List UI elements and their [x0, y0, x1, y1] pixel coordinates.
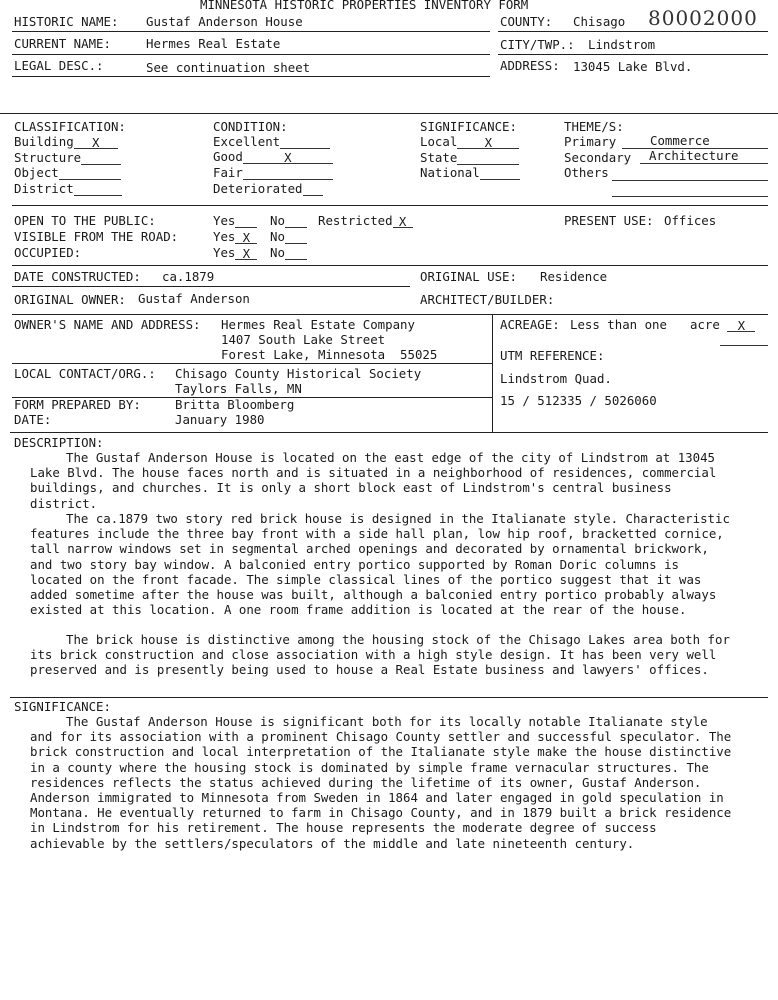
- condition-good: Good X: [213, 150, 333, 164]
- condition-excellent: Excellent: [213, 135, 330, 149]
- local-contact-label: LOCAL CONTACT/ORG.:: [14, 366, 156, 381]
- condition-label: CONDITION:: [213, 119, 288, 134]
- owner-line-2: 1407 South Lake Street: [221, 332, 386, 347]
- acreage-unit: acre X: [690, 318, 755, 332]
- original-owner-value: Gustaf Anderson: [138, 291, 250, 306]
- theme-primary-value: Commerce: [650, 133, 710, 148]
- open-to-public-restricted: Restricted X: [318, 214, 413, 228]
- visible-from-road-no: No: [270, 230, 307, 244]
- historic-name-label: HISTORIC NAME:: [14, 14, 119, 29]
- present-use-value: Offices: [664, 213, 717, 228]
- theme-primary-label: Primary: [564, 134, 617, 149]
- current-name-value: Hermes Real Estate: [146, 36, 281, 51]
- description-paragraph-1: The Gustaf Anderson House is located on the east edge of the city of Lindstrom at 13045 Lake Blvd. The house faces north and is situated in a neighborhood of residences, commercial buildings, and churches. It is only a short block east of Lindstrom's central business district.: [30, 450, 717, 511]
- acreage-value: Less than one: [570, 317, 667, 332]
- themes-label: THEME/S:: [564, 119, 624, 134]
- form-title: MINNESOTA HISTORIC PROPERTIES INVENTORY FORM: [200, 0, 529, 12]
- form-date-label: DATE:: [14, 412, 52, 427]
- theme-others-label: Others: [564, 165, 609, 180]
- utm-quad: Lindstrom Quad.: [500, 371, 612, 386]
- visible-from-road-yes: Yes X: [213, 230, 257, 244]
- handwritten-reference-number: 80002000: [648, 6, 758, 30]
- address-label: ADDRESS:: [500, 58, 560, 73]
- owner-label: OWNER'S NAME AND ADDRESS:: [14, 317, 201, 332]
- legal-desc-label: LEGAL DESC.:: [14, 58, 104, 73]
- significance-national: National: [420, 166, 520, 180]
- original-use-label: ORIGINAL USE:: [420, 269, 517, 284]
- significance-label: SIGNIFICANCE:: [14, 699, 111, 714]
- description-paragraph-2: The ca.1879 two story red brick house is designed in the Italianate style. Characteristic features include the three bay front with a side hall plan, low hip roof, bracketted cornice, tall narrow windows set in segmental arched openings and decorated by ornamental brickwork, and two story bay window. A balconied entry portico supported by Roman Doric columns is located on the front facade. The simple classical lines of the portico suggest that it was added sometime after the house was built, although a balconied entry portico probably always existed at this location. A one room frame addition is located at the rear of the house.: [30, 511, 730, 618]
- utm-reference-label: UTM REFERENCE:: [500, 348, 605, 363]
- open-to-public-yes: Yes: [213, 214, 257, 228]
- condition-fair: Fair: [213, 166, 333, 180]
- classification-building: Building X: [14, 135, 118, 149]
- open-to-public-label: OPEN TO THE PUBLIC:: [14, 213, 156, 228]
- city-value: Lindstrom: [588, 37, 656, 52]
- condition-deteriorated: Deteriorated: [213, 182, 323, 196]
- description-paragraph-3: The brick house is distinctive among the housing stock of the Chisago Lakes area both for its brick construction and close association with a high style design. It has been very well preserved and is presently being used to house a Real Estate business and lawyers' offices.: [30, 632, 730, 678]
- owner-line-3: Forest Lake, Minnesota 55025: [221, 347, 438, 362]
- owner-line-1: Hermes Real Estate Company: [221, 317, 415, 332]
- historic-name-value: Gustaf Anderson House: [146, 14, 303, 29]
- utm-coordinates: 15 / 512335 / 5026060: [500, 393, 657, 408]
- occupied-yes: Yes X: [213, 246, 257, 260]
- significance-level-label: SIGNIFICANCE:: [420, 119, 517, 134]
- original-owner-label: ORIGINAL OWNER:: [14, 292, 126, 307]
- form-prepared-by-value: Britta Bloomberg: [175, 397, 295, 412]
- date-constructed-value: ca.1879: [162, 269, 215, 284]
- date-constructed-label: DATE CONSTRUCTED:: [14, 269, 141, 284]
- significance-paragraph-1: The Gustaf Anderson House is significant both for its locally notable Italianate style and for its association with a prominent Chisago County settler and successful speculator. The brick construction and local interpretation of the Italianate style make the house distinctive in a county where the housing stock is dominated by simple frame vernacular structures. The residences reflects the status achieved during the lifetime of its owner, Gustaf Anderson. Anderson immigrated to Minnesota from Sweden in 1864 and later engaged in gold speculation in Montana. He eventually returned to farm in Chisago County, and in 1879 built a brick residence in Lindstrom for his retirement. The house represents the moderate degree of success achievable by the settlers/speculators of the middle and late nineteenth century.: [30, 714, 732, 851]
- occupied-label: OCCUPIED:: [14, 245, 82, 260]
- address-value: 13045 Lake Blvd.: [573, 59, 693, 74]
- description-label: DESCRIPTION:: [14, 435, 104, 450]
- original-use-value: Residence: [540, 269, 608, 284]
- architect-builder-label: ARCHITECT/BUILDER:: [420, 292, 555, 307]
- city-label: CITY/TWP.:: [500, 37, 575, 52]
- classification-district: District: [14, 182, 122, 196]
- legal-desc-value: See continuation sheet: [146, 60, 311, 75]
- open-to-public-no: No: [270, 214, 307, 228]
- county-label: COUNTY:: [500, 14, 553, 29]
- form-date-value: January 1980: [175, 412, 265, 427]
- present-use-label: PRESENT USE:: [564, 213, 654, 228]
- local-contact-line-2: Taylors Falls, MN: [175, 381, 302, 396]
- significance-local: Local X: [420, 135, 519, 149]
- acreage-label: ACREAGE:: [500, 317, 560, 332]
- visible-from-road-label: VISIBLE FROM THE ROAD:: [14, 229, 179, 244]
- theme-secondary-label: Secondary: [564, 150, 632, 165]
- significance-state: State: [420, 151, 519, 165]
- county-value: Chisago: [573, 14, 626, 29]
- form-prepared-by-label: FORM PREPARED BY:: [14, 397, 141, 412]
- local-contact-line-1: Chisago County Historical Society: [175, 366, 422, 381]
- classification-label: CLASSIFICATION:: [14, 119, 126, 134]
- current-name-label: CURRENT NAME:: [14, 36, 111, 51]
- theme-secondary-value: Architecture: [649, 148, 739, 163]
- classification-object: Object: [14, 166, 121, 180]
- occupied-no: No: [270, 246, 307, 260]
- classification-structure: Structure: [14, 151, 121, 165]
